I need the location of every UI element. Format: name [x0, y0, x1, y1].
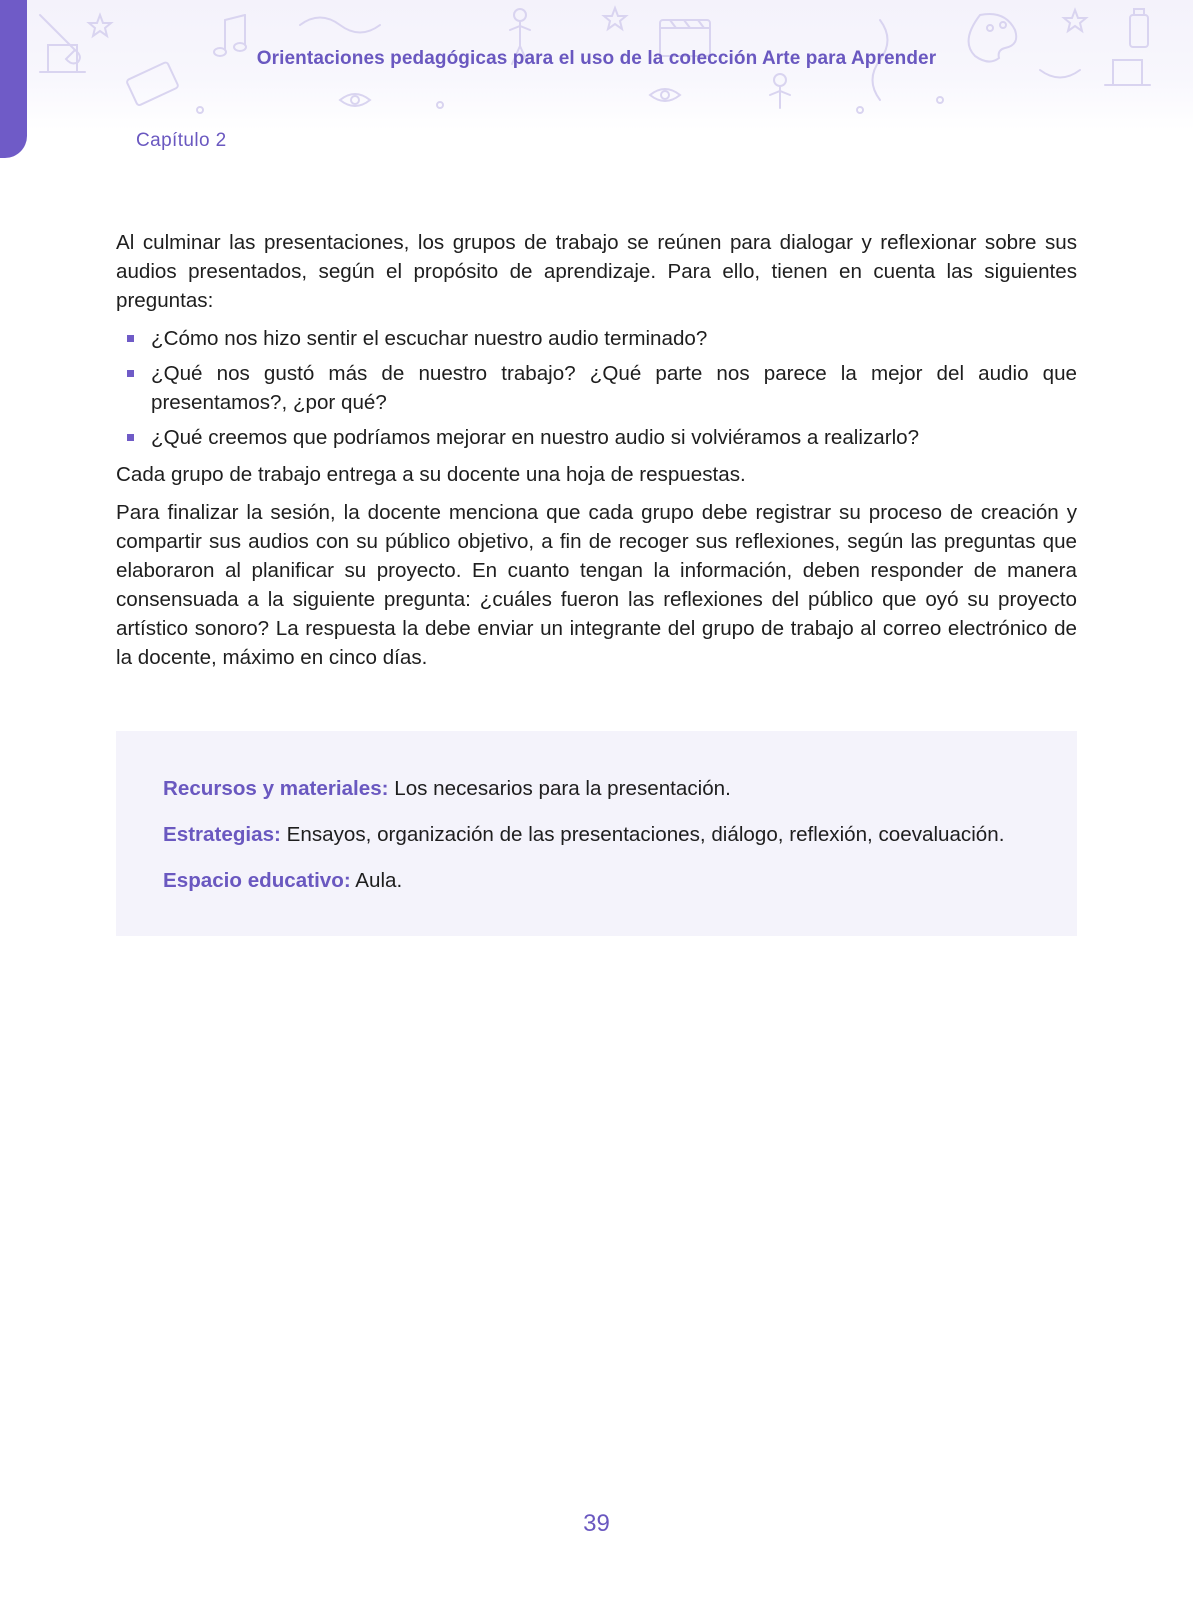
chapter-label: Capítulo 2 — [136, 130, 227, 151]
intro-paragraph: Al culminar las presentaciones, los grupos de trabajo se reúnen para dialogar y reflexionar sobre sus audios presentados, según el propósito de aprendizaje. Para ello, tienen en cuenta las siguientes preguntas: — [116, 231, 1077, 312]
question-text: ¿Qué nos gustó más de nuestro trabajo? ¿Qué parte nos parece la mejor del audio que presentamos?, ¿por qué? — [151, 362, 1077, 414]
eye-icon — [340, 89, 680, 106]
spray-can-icon — [1130, 9, 1148, 47]
strategies-value: Ensayos, organización de las presentaciones, diálogo, reflexión, coevaluación. — [286, 823, 1005, 846]
list-item — [116, 359, 1077, 417]
list-item — [116, 324, 1077, 353]
list-item — [116, 423, 1077, 452]
answers-paragraph: Cada grupo de trabajo entrega a su docente una hoja de respuestas. — [116, 463, 746, 486]
page-number: 39 — [583, 1510, 610, 1537]
main-content — [116, 228, 1077, 681]
materials-line — [163, 774, 731, 803]
running-title: Orientaciones pedagógicas para el uso de la colección Arte para Aprender — [256, 48, 937, 69]
resources-box — [116, 731, 1077, 936]
materials-value: Los necesarios para la presentación. — [394, 777, 731, 800]
space-label: Espacio educativo: — [163, 869, 351, 892]
question-text: ¿Qué creemos que podríamos mejorar en nuestro audio si volviéramos a realizarlo? — [151, 426, 920, 449]
bullet-square-icon — [127, 335, 134, 342]
space-value: Aula. — [355, 869, 403, 892]
star-icon — [89, 8, 1086, 36]
closing-paragraph: Para finalizar la sesión, la docente menciona que cada grupo debe registrar su proceso de creación y compartir sus audios con su público objetivo, a fin de recoger sus reflexiones, según las preguntas que elaboraron al planificar su proyecto. En cuanto tengan la información, deben responder de manera consensuada a la siguiente pregunta: ¿cuáles fueron las reflexiones del público que oyó su proyecto artístico sonoro? La respuesta la debe enviar un integrante del grupo de trabajo al correo electrónico de la docente, máximo en cinco días. — [116, 501, 1077, 669]
bullet-square-icon — [127, 434, 134, 441]
materials-label: Recursos y materiales: — [163, 777, 389, 800]
space-line — [163, 866, 402, 895]
strategies-line — [163, 820, 1004, 849]
bullet-square-icon — [127, 370, 134, 377]
question-text: ¿Cómo nos hizo sentir el escuchar nuestro audio terminado? — [151, 327, 708, 350]
chapter-side-tab — [0, 0, 27, 158]
strategies-label: Estrategias: — [163, 823, 281, 846]
questions-list — [116, 324, 1077, 452]
